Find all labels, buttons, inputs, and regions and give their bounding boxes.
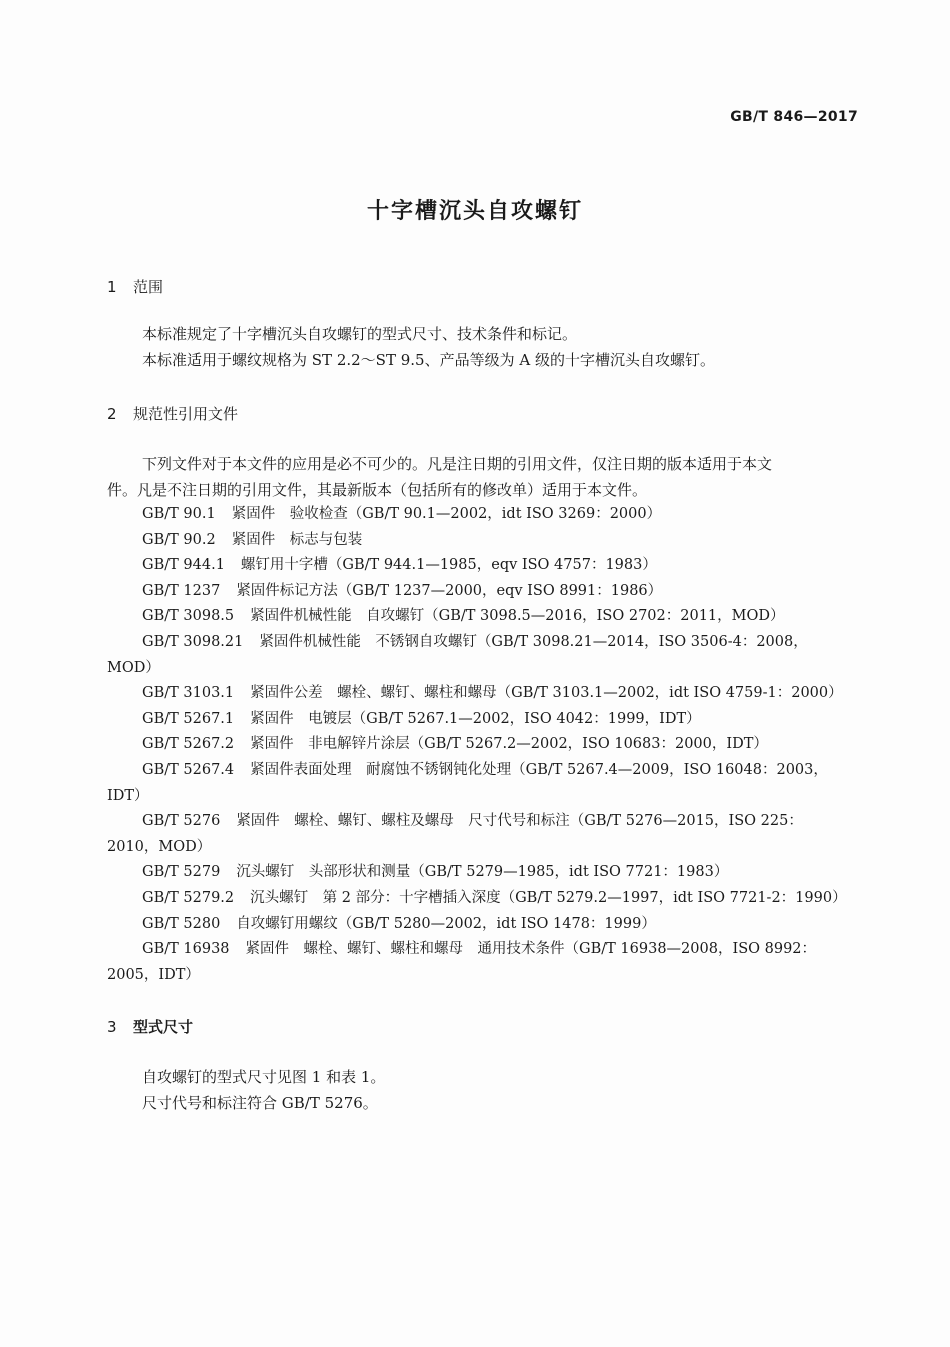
reference-item bbox=[107, 860, 857, 886]
reference-line bbox=[107, 886, 857, 912]
reference-code: GB/T 5279.2 bbox=[142, 889, 235, 906]
document-title: 十字槽沉头自攻螺钉 bbox=[366, 199, 583, 224]
reference-line bbox=[107, 528, 857, 554]
reference-code: GB/T 16938 bbox=[142, 941, 230, 958]
reference-line bbox=[107, 553, 857, 579]
reference-item bbox=[107, 604, 857, 630]
reference-code: GB/T 5267.1 bbox=[142, 710, 235, 727]
section-title: 规范性引用文件 bbox=[133, 405, 239, 423]
reference-line bbox=[107, 732, 857, 758]
reference-line bbox=[107, 758, 857, 784]
reference-continuation: 2005，IDT） bbox=[107, 966, 200, 983]
reference-continuation: 2010，MOD） bbox=[107, 838, 212, 855]
section-number: 3 bbox=[107, 1018, 117, 1036]
paragraph-line: 件。凡是不注日期的引用文件，其最新版本（包括所有的修改单）适用于本文件。 bbox=[107, 480, 648, 499]
reference-title: 沉头螺钉 头部形状和测量（GB/T 5279—1985，idt ISO 7721：1983） bbox=[236, 864, 729, 881]
reference-continuation: MOD） bbox=[107, 659, 160, 676]
section-3-heading bbox=[107, 1016, 193, 1037]
reference-line bbox=[107, 912, 857, 938]
reference-title: 螺钉用十字槽（GB/T 944.1—1985，eqv ISO 4757：1983） bbox=[240, 557, 657, 574]
reference-title: 沉头螺钉 第 2 部分：十字槽插入深度（GB/T 5279.2—1997，idt ISO 7721-2：1990） bbox=[250, 889, 847, 906]
reference-title: 紧固件 螺栓、螺钉、螺柱和螺母 通用技术条件（GB/T 16938—2008，ISO 8992： bbox=[245, 941, 817, 958]
reference-item bbox=[107, 630, 857, 681]
section-2-heading bbox=[107, 403, 238, 424]
reference-item bbox=[107, 553, 857, 579]
reference-title: 紧固件标记方法（GB/T 1237—2000，eqv ISO 8991：1986） bbox=[236, 582, 663, 599]
paragraph: 尺寸代号和标注符合 GB/T 5276。 bbox=[142, 1093, 378, 1112]
reference-code: GB/T 5280 bbox=[142, 915, 221, 932]
reference-code: GB/T 5267.4 bbox=[142, 761, 235, 778]
reference-item bbox=[107, 681, 857, 707]
reference-title: 紧固件公差 螺栓、螺钉、螺柱和螺母（GB/T 3103.1—2002，idt ISO 4759-1：2000） bbox=[250, 685, 843, 702]
paragraph-line: 下列文件对于本文件的应用是必不可少的。凡是注日期的引用文件，仅注日期的版本适用于本文 bbox=[142, 455, 773, 473]
reference-line bbox=[107, 707, 857, 733]
section-2-intro bbox=[107, 452, 855, 503]
reference-item bbox=[107, 937, 857, 988]
reference-line bbox=[107, 681, 857, 707]
reference-title: 紧固件 非电解锌片涂层（GB/T 5267.2—2002，ISO 10683：2000，IDT） bbox=[250, 736, 768, 753]
reference-code: GB/T 3103.1 bbox=[142, 685, 235, 702]
reference-item bbox=[107, 732, 857, 758]
reference-continuation: IDT） bbox=[107, 787, 149, 804]
section-1-heading bbox=[107, 276, 163, 297]
section-3-body bbox=[107, 1065, 855, 1116]
reference-title: 紧固件 验收检查（GB/T 90.1—2002，idt ISO 3269：2000） bbox=[231, 506, 662, 522]
reference-line bbox=[107, 502, 857, 528]
section-title: 范围 bbox=[133, 278, 164, 296]
reference-code: GB/T 5267.2 bbox=[142, 736, 235, 753]
reference-title: 紧固件 电镀层（GB/T 5267.1—2002，ISO 4042：1999，IDT） bbox=[250, 710, 701, 727]
section-number: 2 bbox=[107, 405, 117, 423]
reference-code: GB/T 3098.21 bbox=[142, 633, 244, 650]
reference-item bbox=[107, 707, 857, 733]
reference-code: GB/T 3098.5 bbox=[142, 608, 235, 625]
reference-title: 紧固件 螺栓、螺钉、螺柱及螺母 尺寸代号和标注（GB/T 5276—2015，ISO 225： bbox=[236, 813, 803, 830]
section-title: 型式尺寸 bbox=[133, 1018, 194, 1036]
reference-code: GB/T 90.1 bbox=[142, 506, 216, 522]
section-number: 1 bbox=[107, 278, 117, 296]
paragraph: 本标准规定了十字槽沉头自攻螺钉的型式尺寸、技术条件和标记。 bbox=[142, 325, 578, 343]
reference-code: GB/T 944.1 bbox=[142, 557, 225, 574]
reference-title: 紧固件表面处理 耐腐蚀不锈钢钝化处理（GB/T 5267.4—2009，ISO 16048：2003， bbox=[250, 761, 828, 778]
reference-line bbox=[107, 937, 857, 963]
reference-code: GB/T 5279 bbox=[142, 864, 221, 881]
reference-code: GB/T 90.2 bbox=[142, 531, 216, 548]
reference-item bbox=[107, 886, 857, 912]
paragraph: 自攻螺钉的型式尺寸见图 1 和表 1。 bbox=[142, 1068, 386, 1086]
reference-line bbox=[107, 579, 857, 605]
reference-item bbox=[107, 502, 857, 528]
reference-code: GB/T 5276 bbox=[142, 813, 221, 830]
reference-title: 紧固件机械性能 自攻螺钉（GB/T 3098.5—2016，ISO 2702：2011，MOD） bbox=[250, 608, 785, 625]
reference-item bbox=[107, 758, 857, 809]
reference-item bbox=[107, 579, 857, 605]
reference-line bbox=[107, 604, 857, 630]
reference-item bbox=[107, 528, 857, 554]
reference-code: GB/T 1237 bbox=[142, 582, 221, 599]
reference-title: 自攻螺钉用螺纹（GB/T 5280—2002，idt ISO 1478：1999） bbox=[236, 915, 656, 932]
reference-line bbox=[107, 809, 857, 835]
reference-title: 紧固件 标志与包装 bbox=[231, 531, 363, 548]
reference-line bbox=[107, 860, 857, 886]
reference-title: 紧固件机械性能 不锈钢自攻螺钉（GB/T 3098.21—2014，ISO 3506-4：2008， bbox=[259, 633, 808, 650]
reference-item bbox=[107, 912, 857, 938]
reference-item bbox=[107, 809, 857, 860]
section-1-body bbox=[107, 322, 855, 373]
reference-line bbox=[107, 630, 857, 656]
paragraph: 本标准适用于螺纹规格为 ST 2.2～ST 9.5、产品等级为 A 级的十字槽沉头自攻螺钉。 bbox=[142, 350, 715, 369]
standard-number: GB/T 846—2017 bbox=[730, 109, 858, 125]
reference-list bbox=[107, 502, 857, 988]
